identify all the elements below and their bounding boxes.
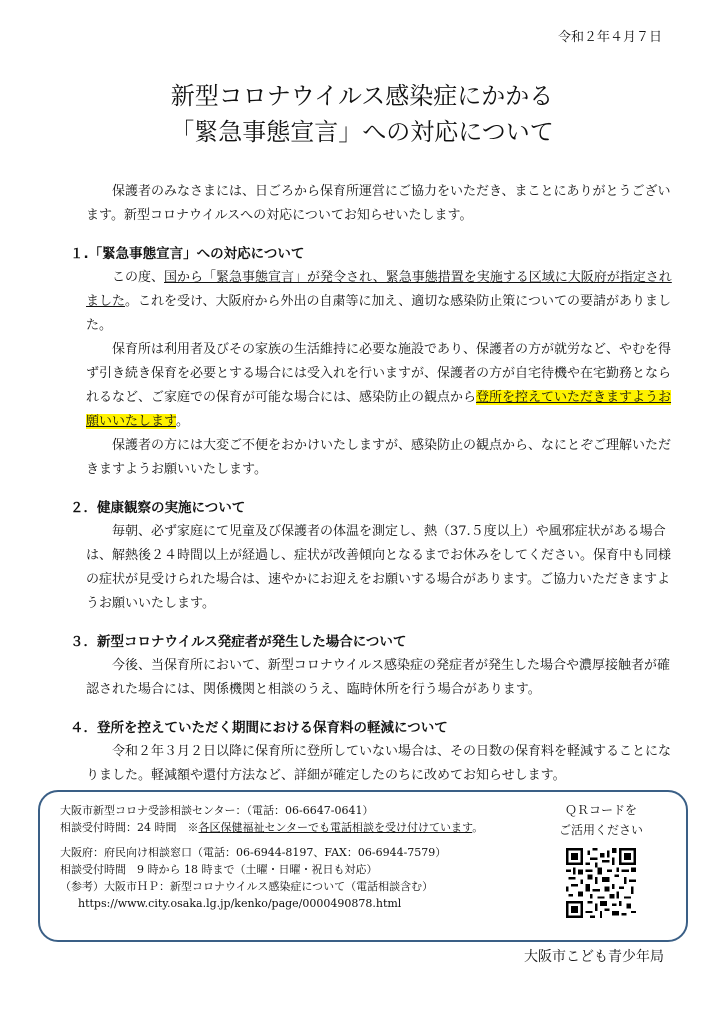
info-line: 大阪府：府民向け相談窓口（電話：06-6944-8197、FAX：06-6944-7579） xyxy=(60,846,447,859)
info-url-link[interactable]: https://www.city.osaka.lg.jp/kenko/page/0000490878.html xyxy=(78,897,402,910)
section-2-heading: ２．健康観察の実施について xyxy=(70,500,246,516)
section-3-paragraph: 今後、当保育所において、新型コロナウイルス感染症の発症者が発生した場合や濃厚接触者が確認された場合には、関係機関と相談のうえ、臨時休所を行う場合があります。 xyxy=(86,658,670,697)
consultation-info-box xyxy=(38,790,688,942)
title-line-1: 新型コロナウイルス感染症にかかる xyxy=(170,82,554,110)
section-1-paragraph-1: この度、国から「緊急事態宣言」が発令され、緊急事態措置を実施する区域に大阪府が指定されました。これを受け、大阪府から外出の自粛等に加え、適切な感染防止策についての要請がありました。 xyxy=(86,270,672,333)
section-4-heading: ４．登所を控えていただく期間における保育料の軽減について xyxy=(70,720,448,736)
qr-caption-line-2: ご活用ください xyxy=(558,823,643,837)
section-1-paragraph-3: 保護者の方には大変ご不便をおかけいたしますが、感染防止の観点から、なにとぞご理解いただきますようお願いいたします。 xyxy=(86,438,672,477)
title-line-2: 「緊急事態宣言」への対応について xyxy=(170,118,554,146)
section-3 xyxy=(70,630,676,702)
section-3-heading: ３．新型コロナウイルス発症者が発生した場合について xyxy=(70,634,407,650)
section-1-heading: １.「緊急事態宣言」への対応について xyxy=(70,246,305,262)
consultation-info xyxy=(60,802,530,912)
qr-caption-line-1: ＱＲコードを xyxy=(564,803,637,817)
underlined-text: 各区保健福祉センターでも電話相談を受け付けています xyxy=(198,821,473,834)
page-title xyxy=(0,78,724,150)
info-line: 大阪市新型コロナ受診相談センター：（電話：06-6647-0641） xyxy=(60,804,374,817)
qr-caption xyxy=(546,800,656,840)
date: 令和２年４月７日 xyxy=(557,30,662,45)
intro-paragraph: 保護者のみなさまには、日ごろから保育所運営にご協力をいただき、まことにありがとうございます。新型コロナウイルスへの対応についてお知らせいたします。 xyxy=(86,184,671,223)
section-4-paragraph: 令和２年３月２日以降に保育所に登所していない場合は、その日数の保育料を軽減することになりました。軽減額や還付方法など、詳細が確定したのちに改めてお知らせします。 xyxy=(86,744,672,783)
info-line: 相談受付時間 9 時から 18 時まで（土曜・日曜・祝日も対応） xyxy=(60,863,378,876)
section-2-paragraph: 毎朝、必ず家庭にて児童及び保護者の体温を測定し、熱（37.５度以上）や風邪症状がある場合は、解熱後２４時間以上が経過し、症状が改善傾向となるまでお休みをしてください。保育中も同様の症状が見受けられた場合は、速やかにお迎えをお願いする場合があります。ご協力いただきますようお願いいたします。 xyxy=(86,524,672,611)
qr-code-icon[interactable] xyxy=(566,848,636,918)
underlined-text: 国から「緊急事態宣言」が発令され、緊急事態措置を実施する区域に大阪府が指定されました xyxy=(86,270,672,309)
section-1-paragraph-2: 保育所は利用者及びその家族の生活維持に必要な施設であり、保護者の方が就労など、やむを得ず引き続き保育を必要とする場合には受入れを行いますが、保護者の方が自宅待機や在宅勤務となられるなど、ご家庭での保育が可能な場合には、感染防止の観点から登所を控えていただきますようお願いいたします。 xyxy=(86,342,672,429)
document-body xyxy=(70,180,676,788)
section-1 xyxy=(70,242,676,482)
section-2 xyxy=(70,496,676,616)
highlighted-text: 登所を控えていただきますようお願いいたします xyxy=(86,390,672,429)
section-4 xyxy=(70,716,676,788)
info-line: 相談受付時間：24 時間 ※各区保健福祉センターでも電話相談を受け付けています。 xyxy=(60,821,484,834)
issuer-name: 大阪市こども青少年局 xyxy=(524,949,664,965)
info-line: （参考）大阪市ＨＰ：新型コロナウイルス感染症について（電話相談含む） xyxy=(60,880,434,893)
